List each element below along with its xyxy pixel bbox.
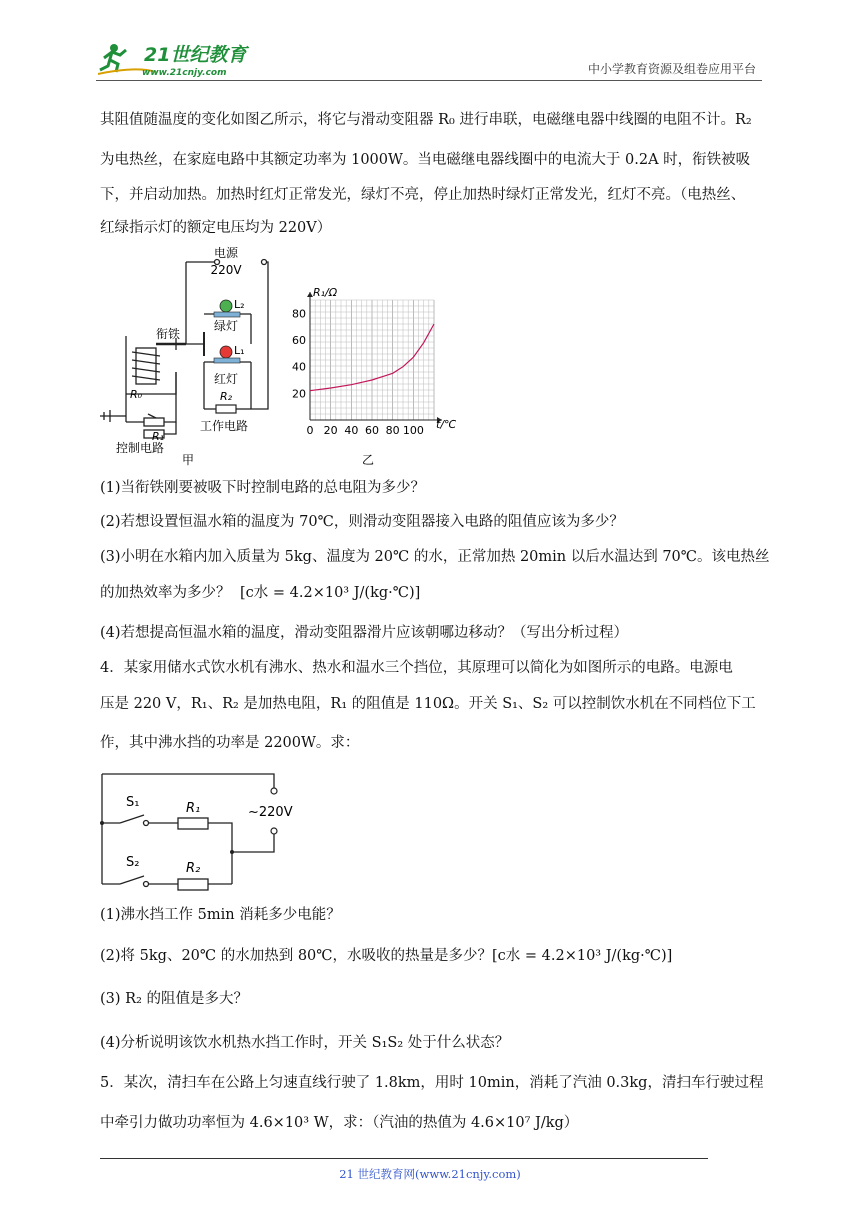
green-lamp-label: 绿灯 — [213, 319, 239, 333]
r2-resistor — [216, 405, 236, 413]
q4-part-4: (4)分析说明该饮水机热水挡工作时，开关 S₁S₂ 处于什么状态？ — [100, 1035, 510, 1051]
paragraph-line-1: 其阻值随温度的变化如图乙所示，将它与滑动变阻器 R₀ 进行串联，电磁继电器中线圈的电阻不计。R₂ — [100, 112, 752, 128]
power-label: 电源 — [213, 246, 239, 260]
power-voltage: 220V — [210, 263, 242, 277]
footer-link[interactable]: 21 世纪教育网(www.21cnjy.com) — [339, 1167, 521, 1181]
x-tick-label: 100 — [402, 424, 424, 437]
q4-part-2: (2)将 5kg、20℃ 的水加热到 80℃，水吸收的热量是多少？[c水 = 4.2×10³ J/(kg·℃)] — [100, 948, 673, 964]
platform-name: 中小学教育资源及组卷应用平台 — [587, 62, 756, 76]
y-tick-label: 40 — [292, 360, 306, 374]
r0-label: R₀ — [130, 388, 143, 401]
q4-part-1: (1)沸水挡工作 5min 消耗多少电能？ — [100, 907, 341, 923]
figure-jia-circuit — [96, 244, 276, 470]
green-lamp-icon — [220, 300, 232, 312]
q3-part-3b: 的加热效率为多少？ — [100, 585, 231, 601]
r2-label: R₂ — [186, 861, 201, 876]
s2-label: S₂ — [126, 855, 140, 870]
s1-label: S₁ — [126, 795, 140, 810]
site-logo — [96, 36, 266, 80]
terminal-top — [271, 788, 277, 794]
q5-line-1: 5．某次，清扫车在公路上匀速直线行驶了 1.8km，用时 10min，消耗了汽油 0.3kg，清扫车行驶过程 — [100, 1075, 764, 1091]
chart-axes — [307, 292, 442, 423]
footer-divider — [100, 1158, 708, 1159]
q3-part-3a: (3)小明在水箱内加入质量为 5kg、温度为 20℃ 的水，正常加热 20min 以后水温达到 70℃。该电热丝 — [100, 549, 770, 565]
r1-label: R₁ — [152, 430, 165, 443]
q5-line-2: 中牵引力做功功率恒为 4.6×10³ W，求：（汽油的热值为 4.6×10⁷ J/kg） — [100, 1115, 579, 1131]
y-tick-label: 80 — [292, 307, 306, 321]
q4-line-3: 作，其中沸水挡的功率是 2200W。求： — [100, 735, 360, 751]
x-tick-label: 0 — [306, 424, 314, 437]
x-tick-label: 80 — [385, 424, 400, 437]
control-circuit-label: 控制电路 — [116, 441, 165, 455]
chart-x-label: t/℃ — [436, 418, 456, 431]
q3-part-1: (1)当衔铁刚要被吸下时控制电路的总电阻为多少？ — [100, 480, 426, 496]
l1-label: L₁ — [234, 344, 245, 357]
paragraph-line-2: 为电热丝，在家庭电路中其额定功率为 1000W。当电磁继电器线圈中的电流大于 0.2A 时，衔铁被吸 — [100, 152, 751, 168]
y-tick-label: 60 — [292, 334, 306, 347]
chart-y-label: R₁/Ω — [313, 286, 338, 299]
logo-main-text: 21世纪教育 — [144, 44, 247, 66]
red-lamp-icon — [220, 346, 232, 358]
logo-sub-text: www.21cnjy.com — [142, 68, 227, 78]
q3-formula: [c水 = 4.2×10³ J/(kg·℃)] — [240, 585, 421, 601]
l2-label: L₂ — [234, 298, 245, 311]
x-tick-label: 20 — [323, 424, 338, 437]
x-tick-label: 60 — [365, 424, 379, 437]
figure-jia-caption: 甲 — [182, 453, 195, 467]
x-tick-label: 40 — [344, 424, 359, 437]
figure-q4-circuit — [96, 768, 308, 892]
q4-line-1: 4．某家用储水式饮水机有沸水、热水和温水三个挡位，其原理可以简化为如图所示的电路。电源电 — [100, 660, 733, 676]
figure-yi-chart — [286, 280, 456, 470]
red-lamp-label: 红灯 — [213, 372, 239, 386]
q3-part-2: (2)若想设置恒温水箱的温度为 70℃，则滑动变阻器接入电路的阻值应该为多少？ — [100, 514, 624, 530]
source-label: ~220V — [248, 805, 293, 820]
r1-label: R₁ — [186, 801, 201, 816]
figure-yi-caption: 乙 — [361, 453, 375, 467]
paragraph-line-4: 红绿指示灯的额定电压均为 220V） — [100, 220, 332, 236]
q4-line-2: 压是 220 V，R₁、R₂ 是加热电阻，R₁ 的阻值是 110Ω。开关 S₁、S₂ 可以控制饮水机在不同档位下工 — [100, 696, 756, 712]
chart-grid — [310, 300, 434, 420]
q4-part-3: (3) R₂ 的阻值是多大？ — [100, 991, 248, 1007]
work-circuit-label: 工作电路 — [200, 419, 249, 433]
armature-label: 衔铁 — [156, 327, 181, 341]
q3-part-4: (4)若想提高恒温水箱的温度，滑动变阻器滑片应该朝哪边移动？（写出分析过程） — [100, 625, 629, 641]
r2-label: R₂ — [220, 390, 233, 403]
paragraph-line-3: 下，并启动加热。加热时红灯正常发光，绿灯不亮，停止加热时绿灯正常发光，红灯不亮。（电热丝、 — [100, 187, 746, 203]
header-divider — [96, 80, 762, 81]
y-tick-label: 20 — [292, 387, 306, 401]
terminal-bottom — [271, 828, 277, 834]
